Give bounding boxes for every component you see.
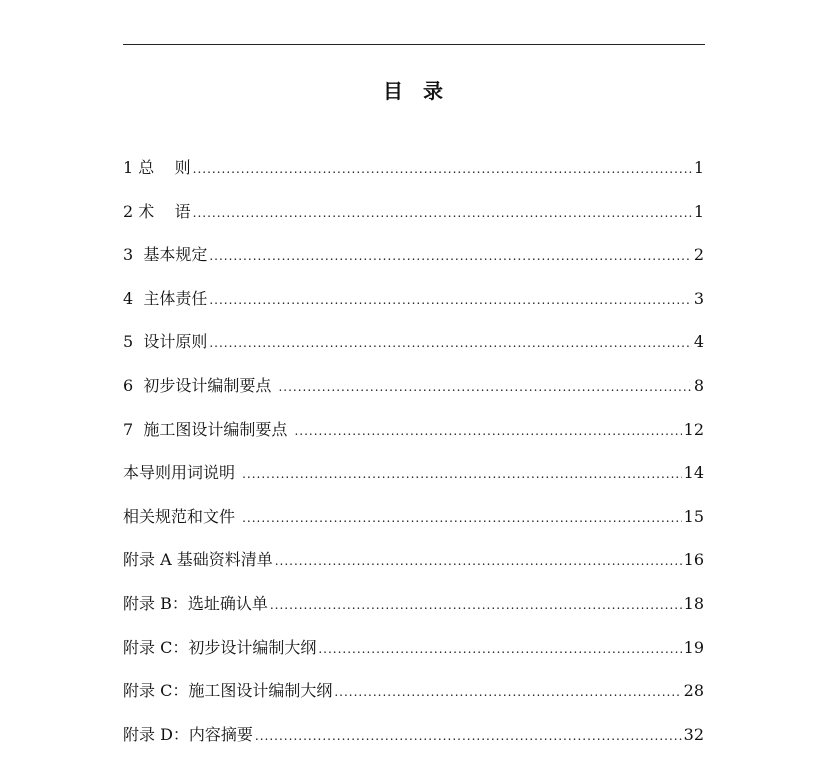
toc-entry-label: 3 基本规定 (123, 245, 208, 265)
dot-leader (275, 543, 682, 579)
dot-leader (318, 631, 681, 667)
toc-entry-page: 32 (683, 724, 704, 744)
title-char-1: 目 (383, 79, 403, 103)
toc-entry[interactable] (123, 412, 704, 456)
toc-entry-page: 8 (693, 375, 704, 395)
dot-leader (255, 718, 682, 754)
toc-entry-label: 附录 C：施工图设计编制大纲 (123, 681, 333, 701)
toc-entry-page: 18 (683, 593, 704, 613)
toc-entry[interactable] (123, 237, 704, 281)
toc-entry-page: 15 (683, 506, 704, 526)
dot-leader (270, 587, 682, 623)
toc-entry-page: 14 (683, 463, 704, 483)
dot-leader (278, 369, 691, 405)
table-of-contents (123, 150, 704, 760)
toc-entry-label: 附录 D：内容摘要 (123, 724, 253, 744)
dot-leader (193, 195, 692, 231)
toc-entry[interactable] (123, 150, 704, 194)
toc-entry[interactable] (123, 542, 704, 586)
toc-entry-page: 2 (693, 245, 704, 265)
dot-leader (242, 500, 682, 536)
toc-entry[interactable] (123, 455, 704, 499)
toc-entry-label: 2 术 语 (123, 201, 191, 221)
toc-entry-page: 12 (683, 419, 704, 439)
toc-entry-label: 7 施工图设计编制要点 (123, 419, 293, 439)
dot-leader (242, 456, 682, 492)
toc-entry[interactable] (123, 368, 704, 412)
toc-entry-page: 4 (693, 332, 704, 352)
toc-entry-label: 附录 C：初步设计编制大纲 (123, 637, 317, 657)
dot-leader (294, 413, 681, 449)
toc-entry[interactable] (123, 194, 704, 238)
toc-entry[interactable] (123, 630, 704, 674)
header-rule (123, 44, 705, 45)
toc-entry[interactable] (123, 281, 704, 325)
toc-entry-page: 16 (683, 550, 704, 570)
toc-entry-label: 6 初步设计编制要点 (123, 375, 277, 395)
toc-entry-page: 3 (693, 288, 704, 308)
dot-leader (334, 674, 681, 710)
title-char-2: 录 (423, 79, 443, 103)
toc-entry-label: 附录 A 基础资料清单 (123, 550, 273, 570)
dot-leader (209, 238, 691, 274)
toc-entry[interactable] (123, 717, 704, 761)
toc-entry-page: 19 (683, 637, 704, 657)
dot-leader (209, 282, 691, 318)
toc-entry[interactable] (123, 673, 704, 717)
toc-entry-label: 相关规范和文件 (123, 506, 241, 526)
toc-entry[interactable] (123, 499, 704, 543)
dot-leader (209, 325, 691, 361)
toc-entry-page: 1 (693, 158, 704, 177)
page-title (0, 77, 826, 105)
dot-leader (193, 151, 692, 187)
toc-entry-page: 28 (683, 681, 704, 701)
toc-entry-label: 本导则用词说明 (123, 463, 241, 483)
toc-entry-label: 4 主体责任 (123, 288, 208, 308)
toc-entry[interactable] (123, 324, 704, 368)
toc-entry-label: 1 总 则 (123, 158, 191, 177)
toc-entry[interactable] (123, 586, 704, 630)
toc-entry-label: 附录 B：选址确认单 (123, 593, 268, 613)
toc-entry-label: 5 设计原则 (123, 332, 208, 352)
toc-entry-page: 1 (693, 201, 704, 221)
